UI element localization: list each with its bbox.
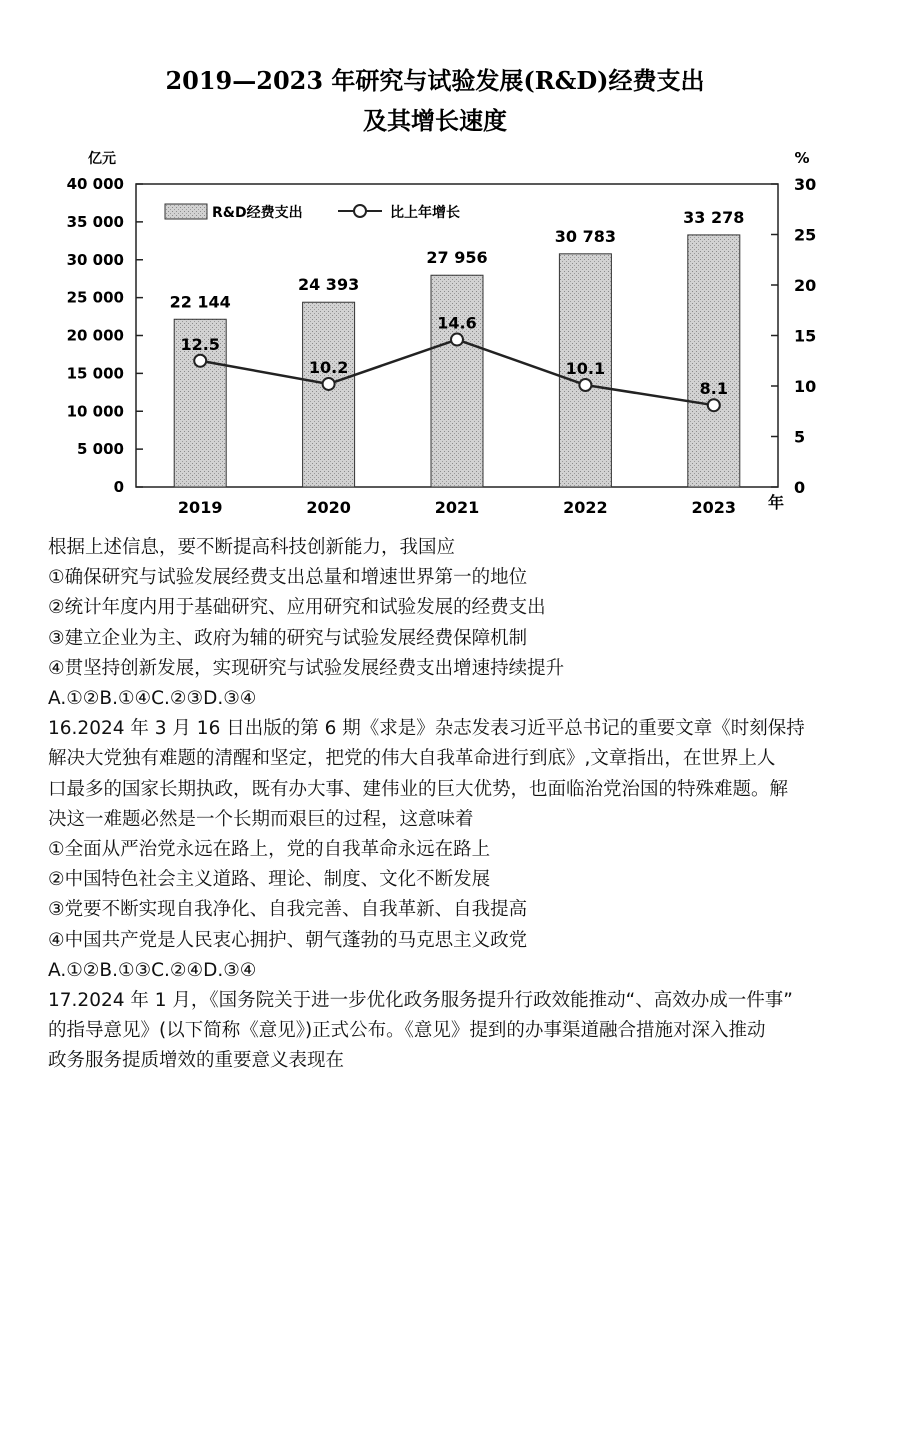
right-tick-label: 15: [794, 326, 817, 346]
growth-value-label: 14.6: [437, 313, 477, 333]
chart-subtitle: 及其增长速度: [363, 106, 507, 135]
question-16-line: 决这一难题必然是一个长期而艰巨的过程，这意味着: [48, 808, 474, 830]
answer-choices: A.①②B.①③C.②④D.③④: [48, 959, 257, 981]
option-line: ①全面从严治党永远在路上，党的自我革命永远在路上: [48, 839, 491, 861]
right-tick-label: 5: [794, 427, 806, 447]
stem-line: 根据上述信息，要不断提高科技创新能力，我国应: [48, 537, 456, 558]
bar-value-label: 22 144: [169, 292, 231, 312]
option-line: ④中国共产党是人民衷心拥护、朝气蓬勃的马克思主义政党: [48, 929, 528, 951]
question-16-line: 解决大党独有难题的清醒和坚定，把党的伟大自我革命进行到底》,文章指出，在世界上人: [48, 748, 776, 770]
question-16-line: 16.2024 年 3 月 16 日出版的第 6 期《求是》杂志发表习近平总书记的重要文章《时刻保持: [48, 718, 805, 740]
growth-value-label: 8.1: [699, 379, 728, 399]
x-tick-label: 2021: [434, 498, 480, 517]
chart-title: 2019—2023 年研究与试验发展(R&D)经费支出: [165, 66, 705, 95]
growth-point-2022: [579, 379, 591, 391]
legend-bar-swatch: [165, 204, 207, 219]
x-tick-label: 2022: [563, 498, 608, 517]
bar-value-label: 24 393: [297, 275, 360, 295]
left-tick-label: 20 000: [66, 326, 124, 345]
question-17-line: 政务服务提质增效的重要意义表现在: [48, 1050, 345, 1072]
x-tick-label: 2019: [177, 498, 223, 517]
growth-value-label: 10.1: [565, 358, 606, 378]
growth-point-2023: [708, 399, 720, 411]
growth-point-2020: [323, 378, 335, 390]
x-tick-label: 2023: [691, 498, 737, 517]
question-17-line: 17.2024 年 1 月，《国务院关于进一步优化政务服务提升行政效能推动“、高效办成一件事”: [48, 990, 793, 1012]
right-tick-label: 10: [794, 377, 817, 396]
x-axis-labels: [178, 498, 736, 517]
bar-series: [174, 235, 740, 487]
growth-value-label: 12.5: [180, 334, 220, 354]
left-tick-label: 40 000: [66, 175, 124, 193]
left-tick-label: 10 000: [66, 402, 124, 421]
left-axis-unit: 亿元: [88, 151, 116, 167]
option-line: ③建立企业为主、政府为辅的研究与试验发展经费保障机制: [48, 627, 528, 649]
left-axis-ticks: [67, 175, 143, 496]
legend-line-label: 比上年增长: [390, 205, 460, 221]
legend-line-marker: [354, 205, 366, 217]
left-tick-label: 0: [113, 478, 124, 496]
right-tick-label: 30: [794, 175, 817, 194]
x-tick-label: 2020: [306, 498, 351, 517]
bar-2023: [688, 235, 740, 487]
right-tick-label: 25: [794, 225, 817, 245]
growth-point-2021: [451, 334, 463, 346]
x-axis-unit: 年: [767, 493, 785, 512]
left-tick-label: 15 000: [66, 364, 124, 383]
bar-2020: [303, 302, 355, 487]
legend: [165, 204, 460, 221]
bar-2021: [431, 275, 483, 487]
option-line: ①确保研究与试验发展经费支出总量和增速世界第一的地位: [48, 567, 528, 589]
left-tick-label: 35 000: [66, 212, 124, 231]
question-17-line: 的指导意见》(以下简称《意见》)正式公布。《意见》提到的办事渠道融合措施对深入推动: [48, 1020, 766, 1042]
growth-value-label: 10.2: [308, 357, 349, 377]
option-line: ③党要不断实现自我净化、自我完善、自我革新、自我提高: [48, 899, 528, 921]
right-tick-label: 20: [794, 276, 817, 295]
bar-value-label: 30 783: [554, 226, 617, 246]
legend-bar-label: R&D经费支出: [212, 205, 303, 221]
bar-value-label: 33 278: [683, 207, 745, 227]
option-line: ②中国特色社会主义道路、理论、制度、文化不断发展: [48, 869, 491, 891]
right-tick-label: 0: [794, 478, 806, 497]
right-axis-unit: %: [794, 149, 810, 167]
option-line: ②统计年度内用于基础研究、应用研究和试验发展的经费支出: [48, 597, 546, 619]
left-tick-label: 30 000: [66, 250, 124, 269]
left-tick-label: 25 000: [66, 288, 124, 307]
question-16-line: 口最多的国家长期执政，既有办大事、建伟业的巨大优势，也面临治党治国的特殊难题。解: [48, 778, 789, 800]
question-text: [48, 533, 863, 1077]
answer-choices: A.①②B.①④C.②③D.③④: [48, 688, 257, 710]
rd-expenditure-chart: [40, 55, 860, 525]
chart-svg: [40, 55, 860, 525]
left-tick-label: 5 000: [77, 440, 124, 459]
bar-value-label: 27 956: [426, 248, 488, 268]
option-line: ④贯坚持创新发展，实现研究与试验发展经费支出增速持续提升: [48, 657, 565, 679]
growth-point-2019: [194, 355, 206, 367]
